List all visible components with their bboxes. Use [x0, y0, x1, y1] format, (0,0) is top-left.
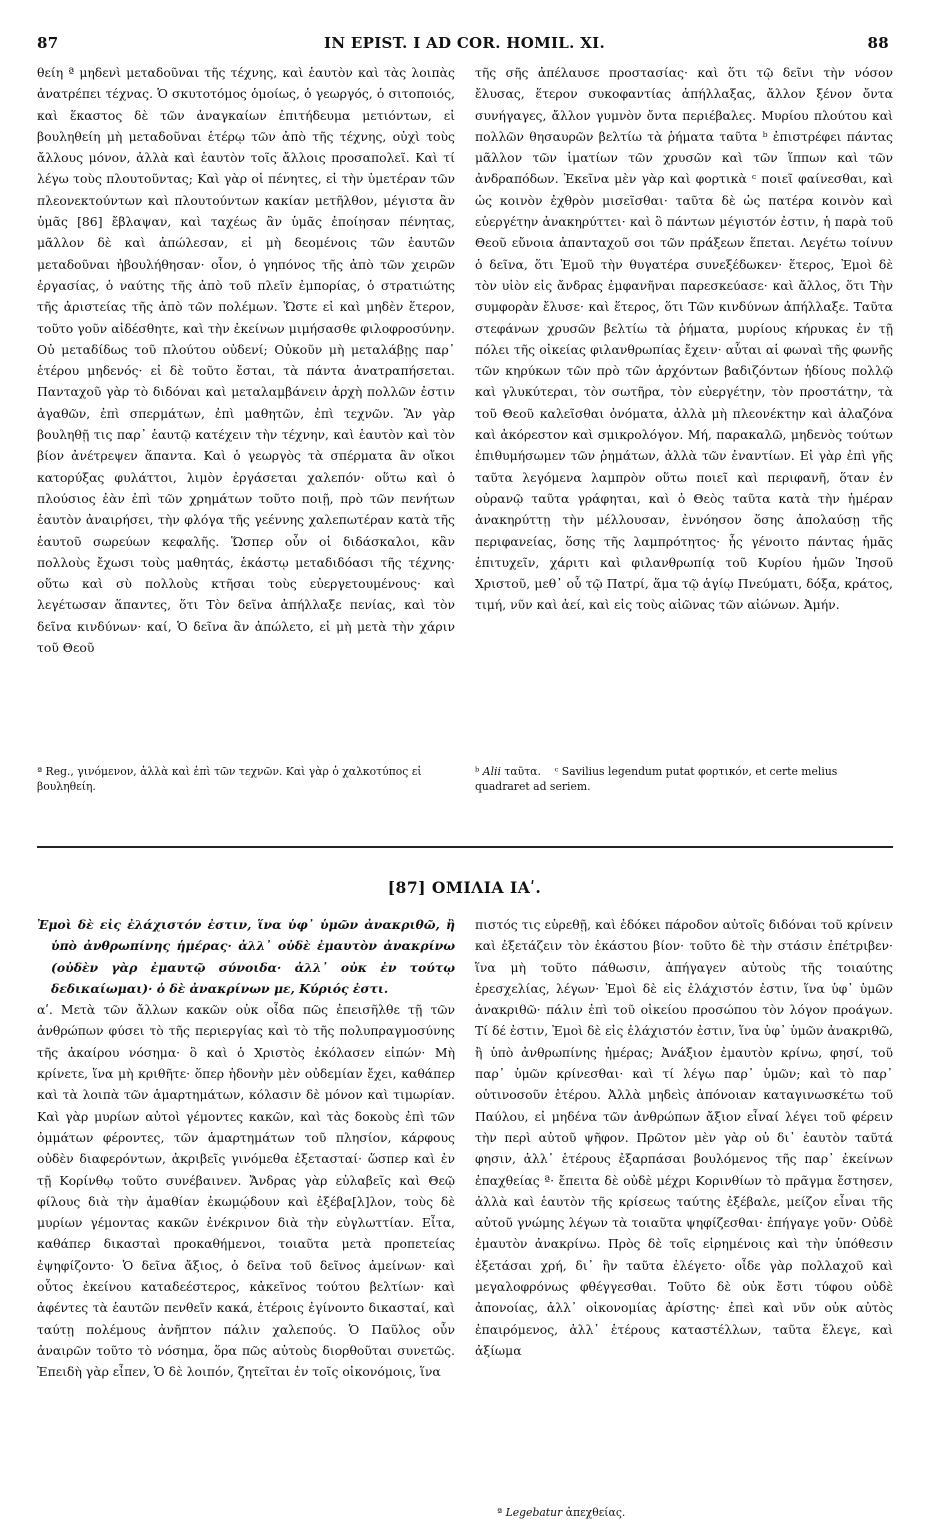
bottom-right-paragraph: πιστός τις εὑρεθῇ, καὶ ἐδόκει πάροδον αὐτοῖς διδόναι τοῦ κρίνειν καὶ ἐξετάζειν τὸν ἑκάστου βίον· τοῦτο δὲ τὴν στάσιν ἐπέτριβεν· ἵνα μὴ τοῦτο πάθωσιν, ἀπήγαγεν αὐτοὺς τῆς τοιαύτης ἐρεσχελίας, λέγων· Ἐμοὶ δὲ εἰς ἐλάχιστόν ἐστιν, ἵνα ὑφ᾽ ὑμῶν ἀνακριθῶ· πάλιν ἐπὶ τοῦ οἰκείου προσώπου τὸν λόγον προάγων. Τί δέ ἐστιν, Ἐμοὶ δὲ εἰς ἐλάχιστόν ἐστιν, ἵνα ὑφ᾽ ὑμῶν ἀνακριθῶ, ἢ ὑπὸ ἀνθρωπίνης ἡμέρας; Ἀνάξιον ἐμαυτὸν κρίνω, φησί, τοῦ παρ᾽ ὑμῶν κρίνεσθαι· καὶ τί λέγω παρ᾽ ὑμῶν; καὶ τὸ παρ᾽ οὑτινοσοῦν ἑτέρου. Ἀλλὰ μηδεὶς ἀπόνοιαν καταγινωσκέτω τοῦ Παύλου, εἰ μηδένα τῶν ἀνθρώπων ἄξιον εἶναί λέγει τοῦ φέρειν τὴν περὶ αὐτοῦ ψῆφον. Πρῶτον μὲν γὰρ οὐ δι᾽ ἑαυτὸν ταῦτά φησιν, ἀλλ᾽ ἑτέρους ἐξαρπάσαι βουλόμενος τῆς παρ᾽ ἐκείνων ἐπαχθείας ª· ἔπειτα δὲ οὐδὲ μέχρι Κορινθίων τὸ πρᾶγμα ἔστησεν, ἀλλὰ καὶ ἑαυτὸν τῆς κρίσεως ταύτης ἐξέβαλε, μείζον εἶναι τῆς αὐτοῦ γνώμης λέγων τὰ τοιαῦτα ψηφίζεσθαι· ἐπήγαγε γοῦν· Οὐδὲ ἐμαυτὸν ἀνακρίνω. Πρὸς δὲ τοῖς εἰρημένοις καὶ τὴν ὑπόθεσιν ἐξετάσαι χρή, δι᾽ ἣν ταῦτα ἐλέγετο· οἶδε γὰρ πολλαχοῦ καὶ μεγαλοφρόνως φθέγγεσθαι. Τοῦτο δὲ οὐκ ἔστι τύφου οὐδὲ ἀπονοίας, ἀλλ᾽ οἰκονομίας ἀρίστης· ἐπεὶ καὶ νῦν οὐκ αὐτὸς ἐπαιρόμενος, ἀλλ᾽ ἑτέρους καταστέλλων, ταῦτα ἔλεγε, καὶ ἀξίωμα [475, 917, 893, 1358]
top-right-paragraph: τῆς σῆς ἀπέλαυσε προστασίας· καὶ ὅτι τῷ δεῖνι τὴν νόσον ἔλυσας, ἕτερον συκοφαντίας ἀπήλλαξας, ἄλλον ξένον ὄντα συνήγαγες, ἄλλον γυμνὸν ὄντα περιέβαλες. Μυρίου πλούτου καὶ πολλῶν θησαυρῶν βελτίω τὰ ῥήματα ταῦτα ᵇ ἐπιστρέφει πάντας μᾶλλον τῶν ἱματίων τῶν χρυσῶν καὶ τῶν ἵππων καὶ τῶν ἀνδραπόδων. Ἐκεῖνα μὲν γὰρ καὶ φορτικὰ ᶜ ποιεῖ φαίνεσθαι, καὶ ὡς κοινὸν ἐχθρὸν μισεῖσθαι· ταῦτα δὲ ὡς πατέρα κοινὸν καὶ εὐεργέτην ἀνακηρύττει· καὶ ὃ πάντων μέγιστόν ἐστιν, ἡ παρὰ τοῦ Θεοῦ εὔνοια ἀπανταχοῦ σοι τῶν πράξεων ἕπεται. Λεγέτω τοίνυν ὁ δεῖνα, ὅτι Ἐμοῦ τὴν θυγατέρα συνεξέδωκεν· ἕτερος, Ἐμοὶ δὲ τὸν υἱὸν εἰς ἄνδρας ἐμφανῆναι παρεσκεύασε· καὶ ἄλλος, ὅτι Τὴν συμφορὰν ἔλυσε· καὶ ἕτερος, ὅτι Τῶν κινδύνων ἀπήλλαξε. Ταῦτα στεφάνων χρυσῶν βελτίω τὰ ῥήματα, μυρίους κήρυκας ἐν τῇ πόλει τῆς οἰκείας φιλανθρωπίας ἔχειν· αὗται αἱ φωναὶ τῆς φωνῆς τῶν κηρύκων τῶν πρὸ τῶν ἀρχόντων βαδιζόντων ἡδίους πολλῷ καὶ γλυκύτεραι, τὸν σωτῆρα, τὸν εὐεργέτην, τὸν προστάτην, τὰ τοῦ Θεοῦ καλεῖσθαι ὀνόματα, ἀλλὰ μὴ πλεονέκτην καὶ ἀλαζόνα καὶ ἀκόρεστον καὶ σμικρολόγον. Μή, παρακαλῶ, μηδενὸς τούτων ἐπιθυμήσωμεν τῶν ῥημάτων, ἀλλὰ τῶν ἐναντίων. Εἰ γὰρ ἐπὶ γῆς ταῦτα λεγόμενα λαμπρὸν οὕτω ποιεῖ καὶ περιφανῆ, ὅταν ἐν οὐρανῷ ταῦτα γράφηται, καὶ ὁ Θεὸς ταῦτα κατὰ τὴν ἡμέραν ἀνακηρύττῃ τὴν μέλλουσαν, ἐννόησον ὅσης ἀπολαύσῃ τῆς περιφανείας, ὅσης τῆς λαμπρότητος· ἧς γένοιτο πάντας ἡμᾶς ἐπιτυχεῖν, χάριτι καὶ φιλανθρωπίᾳ τοῦ Κυρίου ἡμῶν Ἰησοῦ Χριστοῦ, μεθ᾽ οὗ τῷ Πατρί, ἅμα τῷ ἁγίῳ Πνεύματι, δόξα, κράτος, τιμή, νῦν καὶ ἀεί, καὶ εἰς τοὺς αἰῶνας τῶν αἰώνων. Ἀμήν. [475, 65, 893, 613]
top-left-paragraph: θείη ª μηδενὶ μεταδοῦναι τῆς τέχνης, καὶ ἑαυτὸν καὶ τὰς λοιπὰς ἀνατρέπει τέχνας. Ὁ σκυτοτόμος ὁμοίως, ὁ γεωργός, ὁ σιτοποιός, καὶ ἕκαστος δὲ τῶν ἀναγκαίων ἐπιτήδευμα μετιόντων, εἰ βουληθείη μὴ μεταδοῦναι ἑτέρῳ τῶν ἀπὸ τῆς τέχνης, οὐχὶ τοὺς ἄλλους μόνον, ἀλλὰ καὶ ἑαυτὸν τοῖς ἄλλοις προσαπολεῖ. Καὶ τί λέγω τοὺς πλουτοῦντας; Καὶ γὰρ οἱ πένητες, εἰ τὴν ὑμετέραν τῶν πλεονεκτούντων καὶ πλουτούντων κακίαν μετῆλθον, μέγιστα ἂν ὑμᾶς [86] ἔβλαψαν, καὶ ταχέως ἂν ὑμᾶς ἐποίησαν πένητας, μᾶλλον δὲ καὶ ἀπώλεσαν, εἰ μὴ δεομένοις τῶν ἑαυτῶν μεταδοῦναι ἠβουλήθησαν· οἷον, ὁ γηπόνος τῆς ἀπὸ τῶν χειρῶν ἐργασίας, ὁ ναύτης τῆς ἀπὸ τοῦ πλεῖν ἐμπορίας, ὁ στρατιώτης τῆς ἀριστείας τῆς ἀπὸ τῶν πολέμων. Ὥστε εἰ καὶ μηδὲν ἕτερον, τοῦτο γοῦν αἰδέσθητε, καὶ τὴν ἐκείνων μιμήσασθε φιλοφροσύνην. Οὐ μεταδίδως τοῦ πλούτου οὐδενί; Οὐκοῦν μὴ μεταλάβῃς παρ᾽ ἑτέρου μηδενός· εἰ δὲ τοῦτο ἔσται, τὰ πάντα ἀνατραπήσεται. Πανταχοῦ γὰρ τὸ διδόναι καὶ μεταλαμβάνειν ἀρχὴ πολλῶν ἐστιν ἀγαθῶν, ἐπὶ σπερμάτων, ἐπὶ μαθητῶν, ἐπὶ τεχνῶν. Ἂν γὰρ βουληθῇ τις παρ᾽ ἑαυτῷ κατέχειν τὴν τέχνην, καὶ ἑαυτὸν καὶ τὸν βίον ἀνέτρεψεν ἅπαντα. Καὶ ὁ γεωργὸς τὰ σπέρματα ἂν οἴκοι κατορύξας φυλάττοι, λιμὸν ἐργάσεται χαλεπόν· οὕτω καὶ ὁ πλούσιος ἐὰν ἐπὶ τῶν χρημάτων τοῦτο ποιῇ, πρὸ τῶν πενήτων ἑαυτὸν ἀναιρήσει, τὴν φλόγα τῆς γεέννης χαλεπωτέραν κατὰ τῆς ἑαυτοῦ σωρεύων κεφαλῆς. Ὥσπερ οὖν οἱ διδάσκαλοι, κἂν πολλοὺς ἔχωσι τοὺς μαθητάς, ἑκάστῳ μεταδιδόασι τῆς τέχνης· οὕτω καὶ σὺ πολλοὺς κτῆσαι τοὺς εὐεργετουμένους· καὶ λεγέτωσαν ἅπαντες, ὅτι Τὸν δεῖνα ἀπήλλαξε πενίας, καὶ τὸν δεῖνα κινδύνων· καί, Ὁ δεῖνα ἂν ἀπώλετο, εἰ μὴ μετὰ τὴν χάριν τοῦ Θεοῦ [37, 65, 455, 656]
footnote-a-word: Legebatur [505, 1506, 563, 1519]
bottom-right-column [475, 914, 893, 1361]
footnotes-bc-top [475, 764, 893, 794]
page-number-right: 88 [867, 34, 889, 52]
footnote-a-top: ª Reg., γινόμενον, ἀλλὰ καὶ ἐπὶ τῶν τεχνῶν. Καὶ γὰρ ὁ χαλκοτύπος εἰ βουληθείη. [37, 765, 422, 793]
page-number-left: 87 [37, 34, 59, 52]
footnote-a-bottom [497, 1505, 893, 1520]
bottom-left-column [37, 914, 455, 1383]
footnote-c: ᶜ Savilius legendum putat φορτικόν, et certe melius quadraret ad seriem. [475, 765, 838, 793]
section-divider [37, 846, 893, 848]
top-left-column [37, 62, 455, 658]
bottom-left-paragraph: αʹ. Μετὰ τῶν ἄλλων κακῶν οὐκ οἶδα πῶς ἐπεισῆλθε τῇ τῶν ἀνθρώπων φύσει τὸ τῆς περιεργίας καὶ τὸ τῆς πολυπραγμοσύνης τῆς ἀκαίρου νόσημα· ὃ καὶ ὁ Χριστὸς ἐκόλασεν εἰπών· Μὴ κρίνετε, ἵνα μὴ κριθῆτε· ὅπερ ἡδονὴν μὲν οὐδεμίαν ἔχει, καθάπερ καὶ τὰ λοιπὰ τῶν ἁμαρτημάτων, κόλασιν δὲ μόνον καὶ τιμωρίαν. Καὶ γὰρ μυρίων αὐτοὶ γέμοντες κακῶν, καὶ τὰς δοκοὺς ἐπὶ τῶν ὀμμάτων φέροντες, τῶν ἁμαρτημάτων τοῦ πλησίον, κάρφους οὐδὲν διαφερόντων, ἀκριβεῖς γινόμεθα ἐξετασταί· ὥσπερ καὶ ἐν τῇ Κορίνθῳ τοῦτο συνέβαινεν. Ἄνδρας γὰρ εὐλαβεῖς καὶ Θεῷ φίλους διὰ τὴν ἀμαθίαν ἐκωμῴδουν καὶ ἐξέβα[λ]λον, τοὺς δὲ μυρίων γέμοντας κακῶν ἐνέκρινον διὰ τὴν εὐγλωττίαν. Εἶτα, καθάπερ δικασταὶ προκαθήμενοι, τοιαῦτα μετὰ προπετείας ἐψηφίζοντο· Ὁ δεῖνα ἄξιος, ὁ δεῖνα τοῦ δεῖνος ἀμείνων· καὶ οὗτος ἐκείνου καταδεέστερος, κἀκεῖνος τούτου βελτίων· καὶ ἀφέντες τὰ ἑαυτῶν πενθεῖν κακά, ἑτέροις ἐγίνοντο δικασταί, καὶ ταύτῃ πολέμους ἀνῆπτον πάλιν χαλεπούς. Ὁ Παῦλος οὖν ἀναιρῶν τοῦτο τὸ νόσημα, ὅρα πῶς αὐτοὺς διορθοῦται συνετῶς. Ἐπειδὴ γὰρ εἶπεν, Ὁ δὲ λοιπόν, ζητεῖται ἐν τοῖς οἰκονόμοις, ἵνα [37, 1002, 455, 1380]
running-title: IN EPIST. I AD COR. HOMIL. XI. [324, 34, 605, 52]
footnote-a-mark: ª [497, 1506, 503, 1519]
footnote-b-word: Alii [482, 765, 501, 778]
scripture-lemma: Ἐμοὶ δὲ εἰς ἐλάχιστόν ἐστιν, ἵνα ὑφ᾽ ὑμῶν ἀνακριθῶ, ἢ ὑπὸ ἀνθρωπίνης ἡμέρας· ἀλλ᾽ οὐδὲ ἐμαυτὸν ἀνακρίνω (οὐδὲν γὰρ ἐμαυτῷ σύνοιδα· ἀλλ᾽ οὐκ ἐν τούτῳ δεδικαίωμαι)· ὁ δὲ ἀνακρίνων με, Κύριός ἐστι. [37, 917, 455, 996]
top-right-column [475, 62, 893, 616]
homily-title: [87] ΟΜΙΛΙΑ ΙΑʹ. [387, 878, 542, 897]
footnote-b-mark: ᵇ [475, 765, 480, 778]
footnote-b-text: ταῦτα. [500, 765, 541, 778]
footnote-a-text: ἀπεχθείας. [562, 1506, 626, 1519]
